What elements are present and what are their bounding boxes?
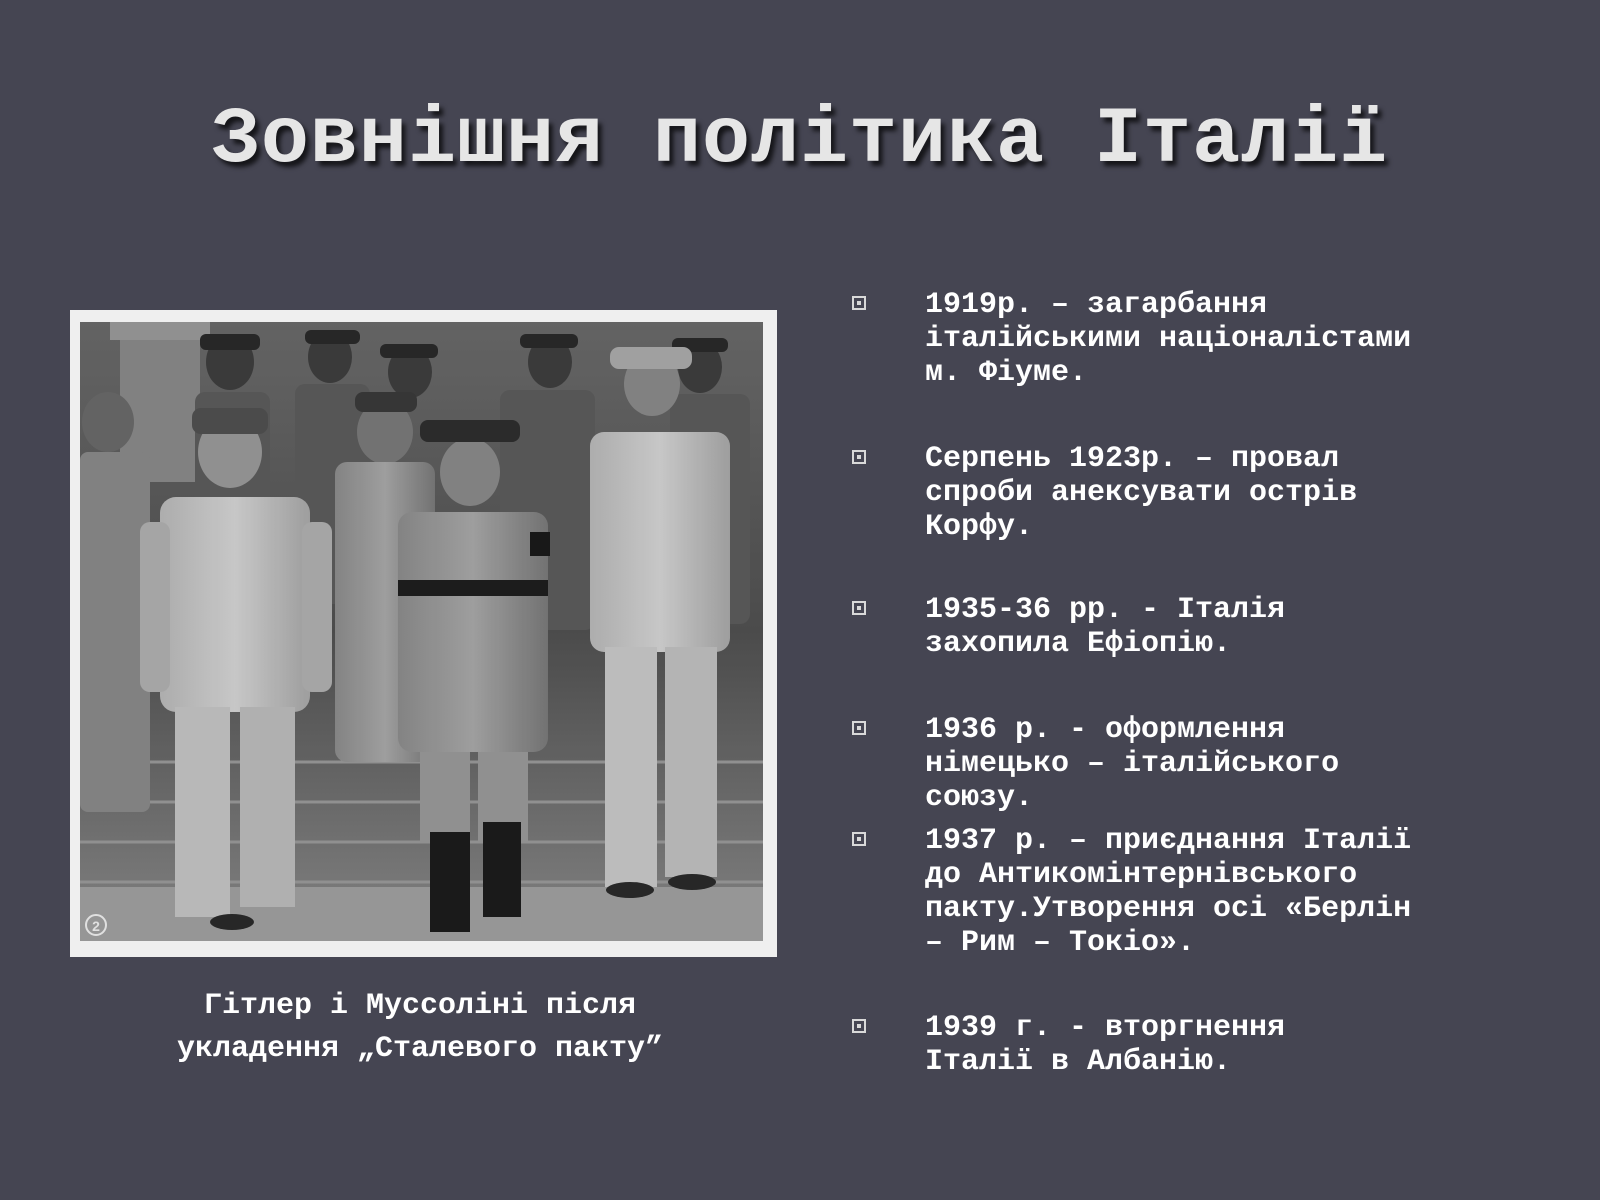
photo-caption [100, 985, 740, 1071]
bullet-text: Серпень 1923р. – провал спроби анексувати острів Корфу. [925, 442, 1358, 544]
square-bullet-icon [852, 450, 866, 464]
bullet-text: 1936 р. - оформлення німецько – італійського союзу. [925, 713, 1340, 815]
bullet-text: 1919р. – загарбання італійськими націоналістами м. Фіуме. [925, 288, 1412, 390]
square-bullet-icon [852, 1019, 866, 1033]
bullet-text: 1937 р. – приєднання Італії до Антикомінтернівського пакту.Утворення осі «Берлін – Рим – Токіо». [925, 824, 1412, 960]
square-bullet-icon [852, 601, 866, 615]
square-bullet-icon [852, 721, 866, 735]
square-bullet-icon [852, 296, 866, 310]
historical-photo [70, 310, 777, 957]
bullet-text: 1935-36 рр. - Італія захопила Ефіопію. [925, 593, 1286, 661]
slide-title: Зовнішня політика Італії [211, 95, 1389, 186]
square-bullet-icon [852, 832, 866, 846]
photo-caption-line-1: Гітлер і Муссоліні після [203, 989, 637, 1023]
photo-corner-mark: 2 [92, 918, 100, 934]
bullet-text: 1939 г. - вторгнення Італії в Албанію. [925, 1011, 1286, 1079]
photo-caption-line-2: укладення „Сталевого пакту” [176, 1032, 664, 1066]
photo-image [80, 322, 763, 941]
